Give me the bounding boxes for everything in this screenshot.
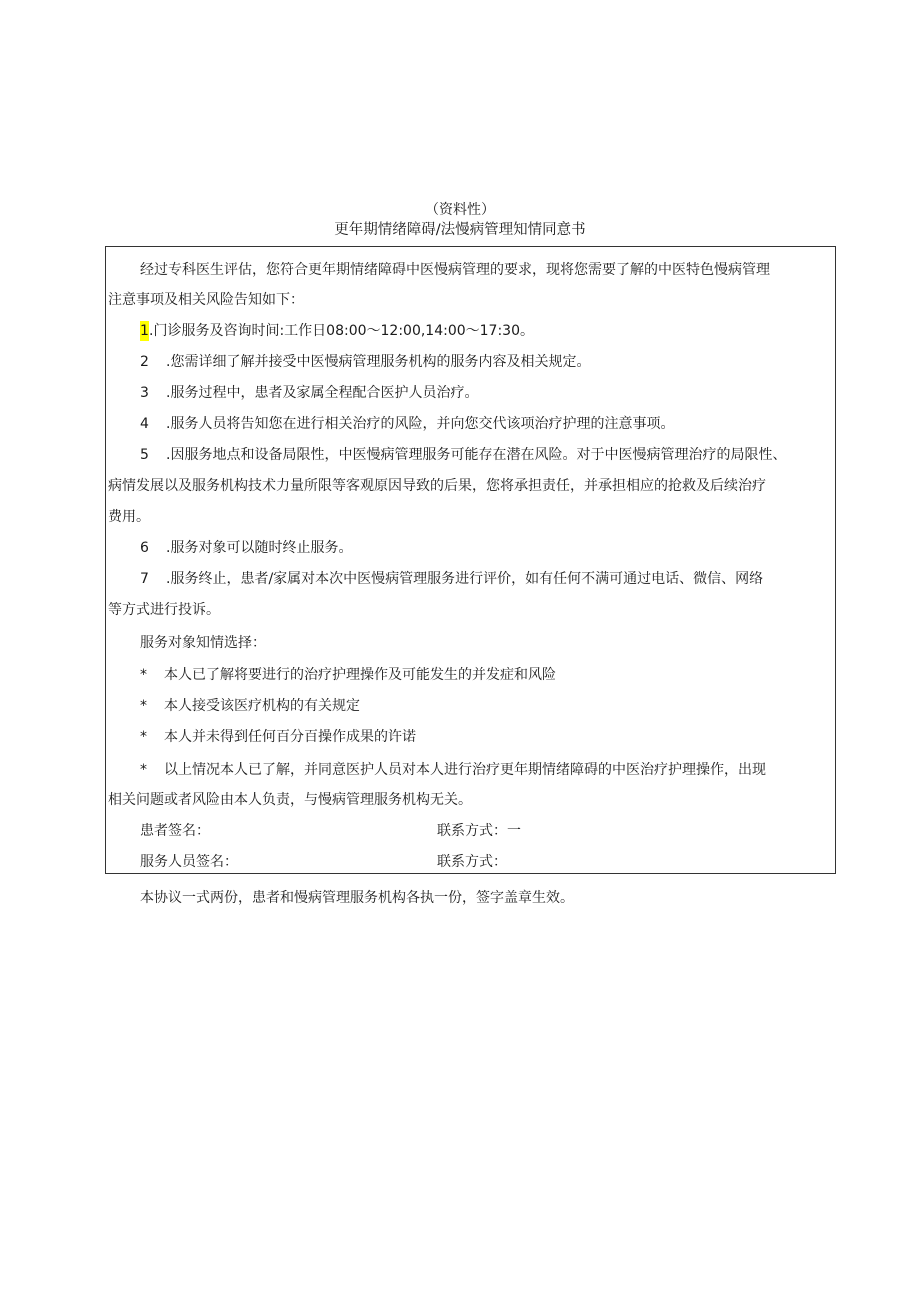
item-5-number: 5 (140, 447, 149, 463)
choice-option-3-text: 本人并未得到任何百分百操作成果的许诺 (164, 729, 416, 745)
item-3 (106, 383, 837, 403)
choice-option-1 (106, 665, 837, 685)
item-1 (106, 321, 837, 341)
bullet-star: * (140, 729, 147, 745)
choice-option-1-text: 本人已了解将要进行的治疗护理操作及可能发生的并发症和风险 (164, 667, 556, 683)
document-header (0, 200, 920, 240)
item-6-text: .服务对象可以随时终止服务。 (166, 540, 353, 556)
choice-option-4-continuation: 相关问题或者风险由本人负责，与慢病管理服务机构无关。 (108, 792, 472, 808)
item-4-number: 4 (140, 416, 149, 432)
item-4 (106, 414, 837, 434)
item-3-number: 3 (140, 385, 149, 401)
item-3-text: .服务过程中，患者及家属全程配合医护人员治疗。 (166, 385, 479, 401)
item-5-continuation-1: 病情发展以及服务机构技术力量所限等客观原因导致的后果，您将承担责任，并承担相应的抢救及后续治疗 (108, 478, 766, 494)
patient-signature-label: 患者签名： (140, 823, 210, 839)
patient-contact-label: 联系方式：一 (437, 823, 521, 839)
item-6 (106, 538, 837, 558)
choice-option-3 (106, 727, 837, 747)
item-1-number: 1 (140, 323, 149, 339)
staff-contact-label: 联系方式： (437, 854, 507, 870)
bullet-star: * (140, 667, 147, 683)
choice-option-2 (106, 696, 837, 716)
item-1-text: .门诊服务及咨询时间:工作日08:00〜12:00,14:00〜17:30。 (149, 323, 534, 339)
document-subtitle: （资料性） (425, 202, 495, 218)
item-2-text: .您需详细了解并接受中医慢病管理服务机构的服务内容及相关规定。 (166, 354, 591, 370)
item-4-text: .服务人员将告知您在进行相关治疗的风险，并向您交代该项治疗护理的注意事项。 (166, 416, 675, 432)
item-2 (106, 352, 837, 372)
bullet-star: * (140, 698, 147, 714)
choice-heading: 服务对象知情选择： (140, 635, 266, 651)
item-7-text: .服务终止，患者/家属对本次中医慢病管理服务进行评价，如有任何不满可通过电话、微信、网络 (166, 571, 764, 587)
item-5-continuation-2: 费用。 (108, 509, 150, 525)
document-title: 更年期情绪障碍/法慢病管理知情同意书 (334, 222, 586, 238)
choice-option-4-text: 以上情况本人已了解，并同意医护人员对本人进行治疗更年期情绪障碍的中医治疗护理操作，出现 (164, 762, 766, 778)
item-5 (106, 445, 837, 465)
staff-signature-row (106, 852, 837, 872)
item-7-number: 7 (140, 571, 149, 587)
bullet-star: * (140, 762, 147, 778)
item-7 (106, 569, 837, 589)
item-7-continuation: 等方式进行投诉。 (108, 602, 220, 618)
agreement-footer: 本协议一式两份，患者和慢病管理服务机构各执一份，签字盖章生效。 (140, 890, 574, 906)
choice-option-4 (106, 760, 837, 780)
intro-line-1: 经过专科医生评估，您符合更年期情绪障碍中医慢病管理的要求，现将您需要了解的中医特色慢病管理 (140, 262, 770, 278)
staff-signature-label: 服务人员签名： (140, 854, 238, 870)
patient-signature-row (106, 821, 837, 841)
choice-option-2-text: 本人接受该医疗机构的有关规定 (164, 698, 360, 714)
consent-form-box (105, 246, 836, 874)
item-6-number: 6 (140, 540, 149, 556)
intro-line-2: 注意事项及相关风险告知如下： (108, 292, 304, 308)
item-5-text: .因服务地点和设备局限性，中医慢病管理服务可能存在潜在风险。对于中医慢病管理治疗的局限性、 (166, 447, 787, 463)
item-2-number: 2 (140, 354, 149, 370)
